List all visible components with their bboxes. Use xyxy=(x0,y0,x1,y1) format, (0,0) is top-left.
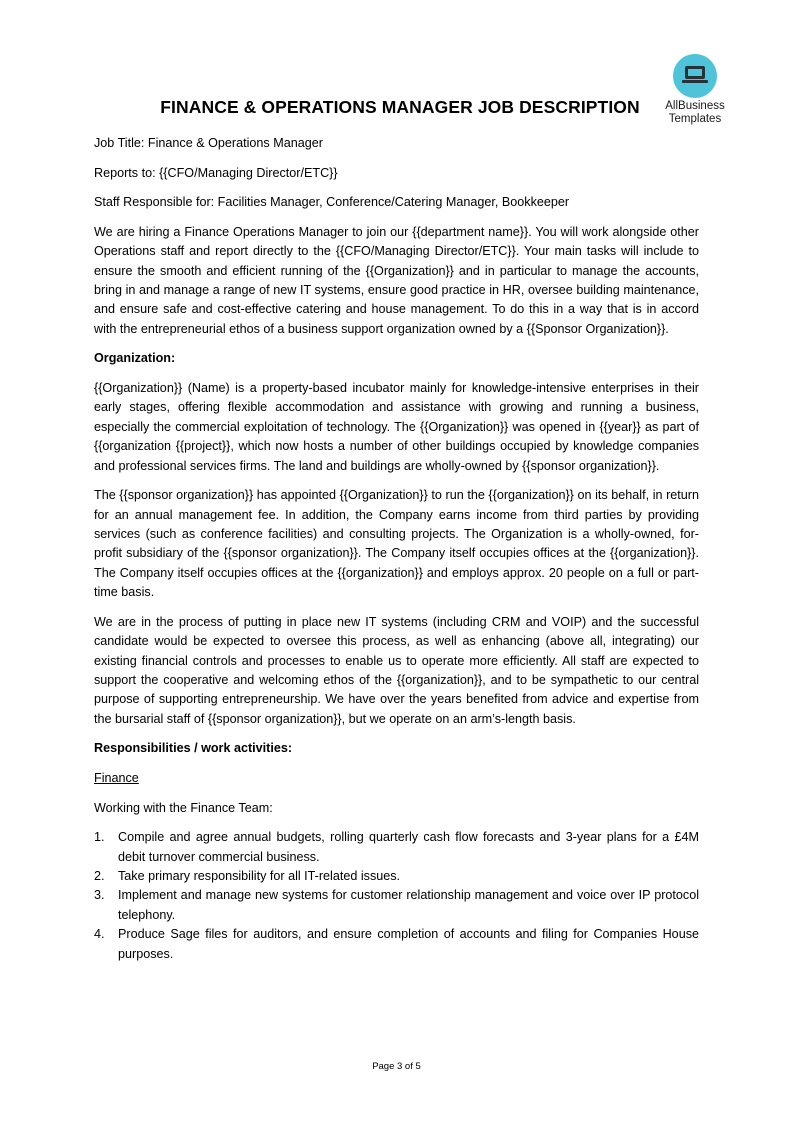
reports-to-line: Reports to: {{CFO/Managing Director/ETC}} xyxy=(94,165,338,180)
finance-subheading: Finance xyxy=(94,771,139,786)
list-item-text: Take primary responsibility for all IT-related issues. xyxy=(118,869,401,884)
list-item xyxy=(94,925,699,964)
logo-text-line2: Templates xyxy=(668,113,722,125)
organization-paragraph-3: We are in the process of putting in place new IT systems (including CRM and VOIP) and the successful candidate would be expected to oversee this process, as well as enhancing (above all, integrating) our existing financial controls and processes to enable us to operate more efficiently. All staff are expected to support the cooperative and welcoming ethos of the {{organization}}, and to be sympathetic to our central purpose of supporting entrepreneurship. We have over the years benefited from advice and expertise from the bursarial staff of {{sponsor organization}}, but we operate on an arm’s-length basis. xyxy=(94,614,699,726)
list-item-number: 3. xyxy=(94,888,105,903)
finance-intro: Working with the Finance Team: xyxy=(94,800,273,815)
list-item-text: Compile and agree annual budgets, rolling quarterly cash flow forecasts and 3-year plans for a £4M debit turnover commercial business. xyxy=(118,830,699,864)
document-body xyxy=(94,134,699,964)
staff-responsible-line: Staff Responsible for: Facilities Manager, Conference/Catering Manager, Bookkeeper xyxy=(94,195,570,210)
logo-text-line1: AllBusiness xyxy=(665,100,725,112)
list-item xyxy=(94,828,699,867)
organization-heading: Organization: xyxy=(94,351,176,366)
intro-paragraph: We are hiring a Finance Operations Manager to join our {{department name}}. You will work alongside other Operations staff and report directly to the {{CFO/Managing Director/ETC}}. Your main tasks will include to ensure the smooth and efficient running of the {{Organization}} and in particular to manage the accounts, bring in and manage a range of new IT systems, ensure good practice in HR, oversee building maintenance, and ensure safe and cost-effective catering and house management. To do this in a way that is in accord with the entrepreneurial ethos of a business support organization owned by a {{Sponsor Organization}}. xyxy=(94,224,699,336)
list-item-number: 2. xyxy=(94,869,105,884)
job-title-line: Job Title: Finance & Operations Manager xyxy=(94,136,323,150)
laptop-icon xyxy=(673,54,717,98)
list-item-number: 1. xyxy=(94,830,105,845)
finance-task-list xyxy=(94,828,699,964)
list-item-text: Produce Sage files for auditors, and ensure completion of accounts and filing for Companies House purposes. xyxy=(118,927,699,961)
document-title: FINANCE & OPERATIONS MANAGER JOB DESCRIPTION xyxy=(160,97,640,117)
list-item xyxy=(94,886,699,925)
responsibilities-heading: Responsibilities / work activities: xyxy=(94,741,293,756)
list-item-text: Implement and manage new systems for customer relationship management and voice over IP protocol telephony. xyxy=(118,888,699,922)
page-number: Page 3 of 5 xyxy=(372,1061,421,1072)
organization-paragraph-2: The {{sponsor organization}} has appointed {{Organization}} to run the {{organization}} on its behalf, in return for an annual management fee. In addition, the Company earns income from third parties by providing services (such as conference facilities) and consulting projects. The Organization is a wholly-owned, for-profit subsidiary of the {{sponsor organization}}. The Company itself occupies offices at the {{organization}}. The Company itself occupies offices at the {{organization}} and employs approx. 20 people on a full or part-time basis. xyxy=(94,488,699,600)
list-item-number: 4. xyxy=(94,927,105,942)
organization-paragraph-1: {{Organization}} (Name) is a property-based incubator mainly for knowledge-intensive enterprises in their early stages, offering flexible accommodation and assistance with growing and running a business, especially the commercial exploitation of technology. The {{Organization}} was opened in {{year}} as part of {{organization {{project}}, which now hosts a number of other buildings occupied by knowledge companies and professional services firms. The land and buildings are wholly-owned by {{sponsor organization}}. xyxy=(94,381,699,473)
list-item xyxy=(94,867,699,886)
